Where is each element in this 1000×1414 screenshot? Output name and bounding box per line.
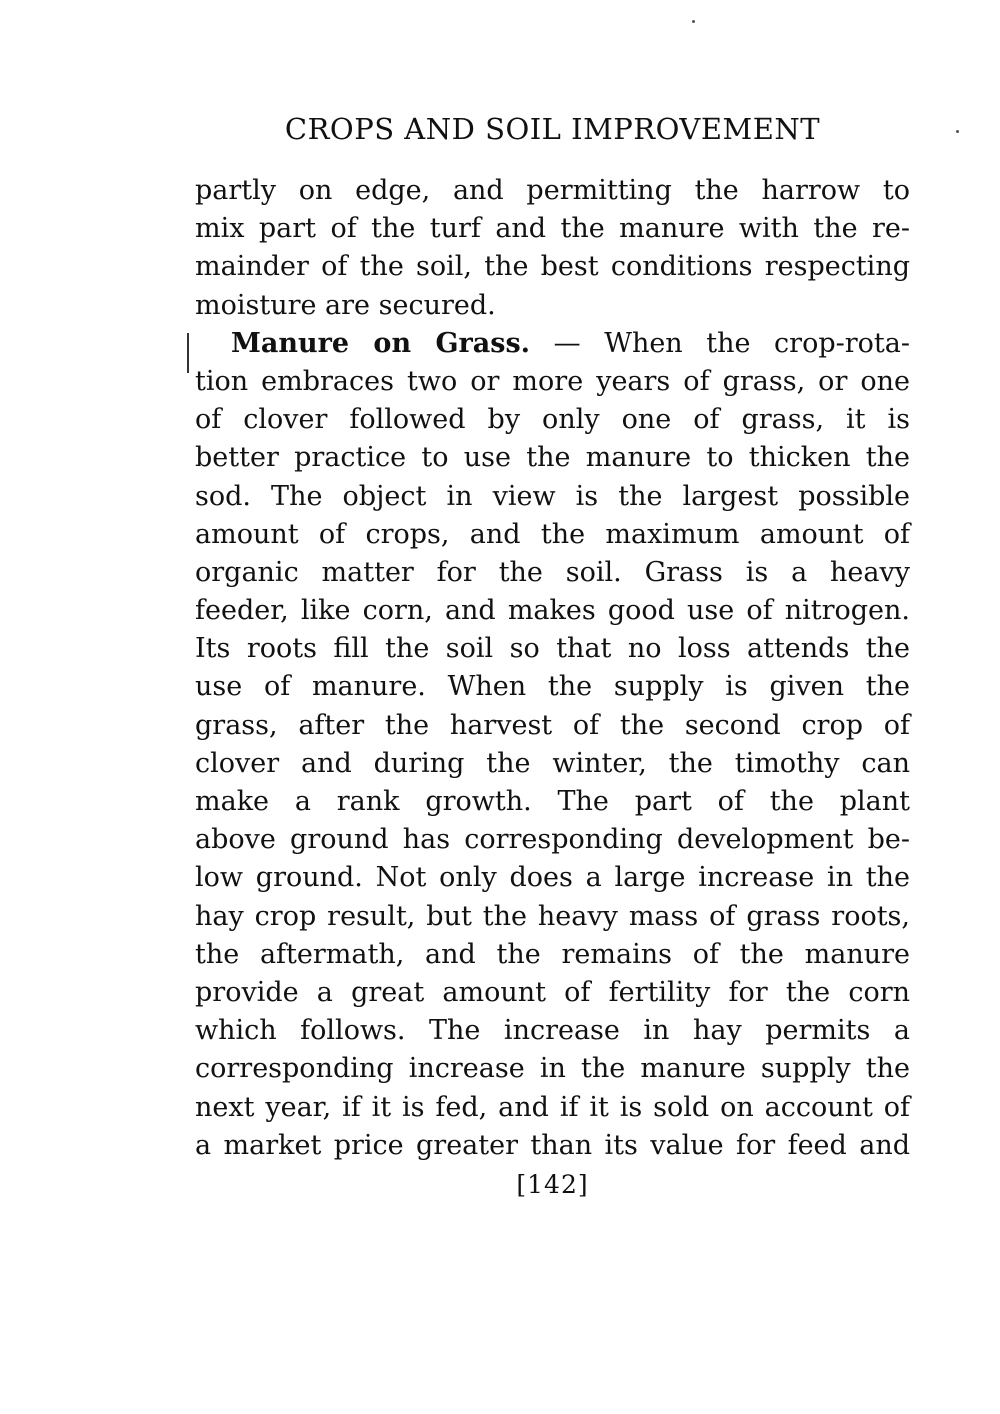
text-line: better practice to use the manure to thicken the	[195, 442, 910, 474]
text-line: mix part of the turf and the manure with the re-	[195, 213, 910, 245]
text-line: partly on edge, and permitting the harrow to	[195, 175, 910, 206]
text-line: tion embraces two or more years of grass, or one	[195, 365, 910, 397]
running-head: CROPS AND SOIL IMPROVEMENT	[284, 112, 821, 146]
text-line: Its roots fill the soil so that no loss attends the	[195, 633, 910, 665]
scan-speck	[956, 130, 959, 133]
text-line: amount of crops, and the maximum amount of	[195, 518, 910, 550]
text-line: above ground has corresponding development be-	[195, 824, 910, 856]
text-line: a market price greater than its value for feed and	[195, 1129, 910, 1161]
text-line: mainder of the soil, the best conditions respecting	[195, 251, 910, 283]
scan-speck	[692, 20, 695, 23]
text-line: provide a great amount of fertility for the corn	[195, 976, 910, 1008]
text-line: sod. The object in view is the largest possible	[195, 480, 910, 512]
text-line: moisture are secured.	[195, 289, 496, 321]
text-line: clover and during the winter, the timothy can	[195, 747, 910, 779]
text-line: corresponding increase in the manure supply the	[195, 1053, 910, 1085]
paragraph-opening-line	[195, 325, 910, 363]
sidehead: Manure on Grass.	[231, 327, 531, 359]
text-line: make a rank growth. The part of the plant	[195, 786, 910, 817]
text-line: next year, if it is fed, and if it is sold on account of	[195, 1091, 910, 1123]
text-line: of clover followed by only one of grass, it is	[195, 404, 910, 436]
text-line: use of manure. When the supply is given the	[195, 671, 910, 703]
text-line: organic matter for the soil. Grass is a heavy	[195, 556, 910, 588]
text-line: grass, after the harvest of the second crop of	[195, 709, 910, 741]
text-line: the aftermath, and the remains of the manure	[195, 938, 910, 970]
page-number: [142]	[516, 1170, 589, 1199]
margin-mark	[187, 333, 189, 373]
text-line: which follows. The increase in hay permits a	[195, 1015, 910, 1047]
text-line: feeder, like corn, and makes good use of nitrogen.	[195, 595, 910, 627]
text-line: hay crop result, but the heavy mass of grass roots,	[195, 900, 910, 932]
sidehead-continuation: — When the crop-rota-	[530, 327, 910, 359]
text-line: low ground. Not only does a large increase in the	[195, 862, 910, 894]
body-text	[195, 172, 910, 1165]
